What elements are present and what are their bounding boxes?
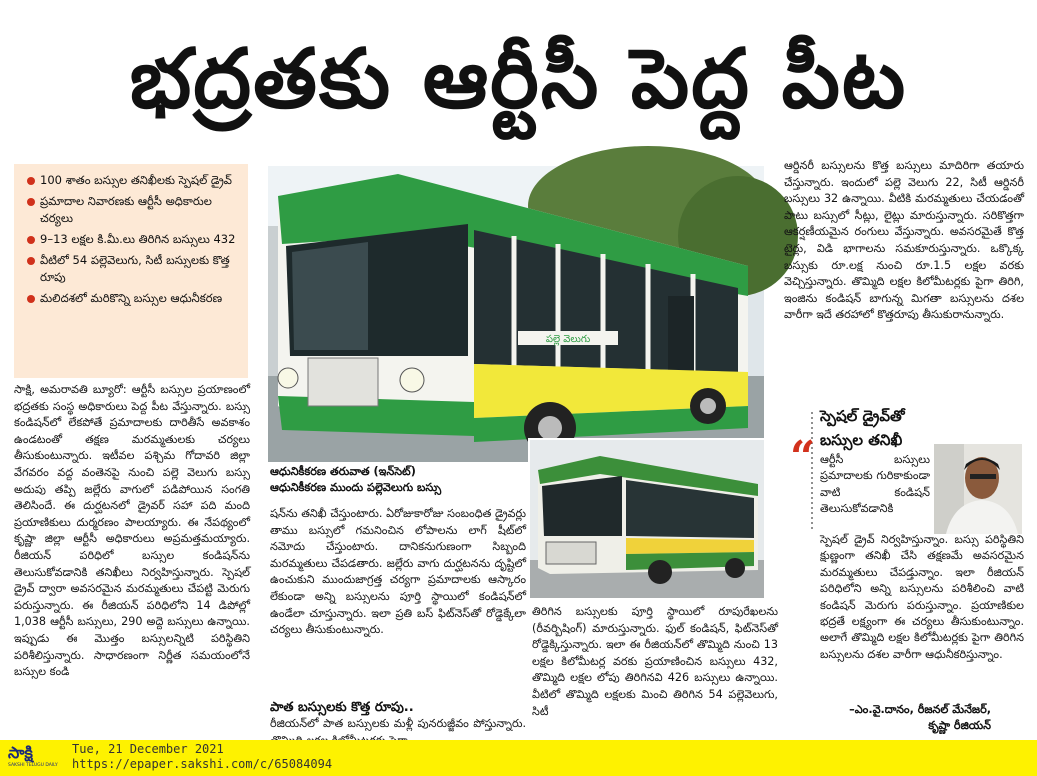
bullet-icon	[27, 177, 35, 185]
highlight-text: 9–13 లక్షల కి.మీ.లు తిరిగిన బస్సులు 432	[40, 232, 236, 246]
page-headline: భద్రతకు ఆర్టీసీ పెద్ద పీట	[129, 32, 908, 127]
highlight-text: వీటిలో 54 పల్లెవెలుగు, సిటీ బస్సులకు కొత్త రూపు	[40, 253, 230, 284]
signoff-name: –ఎం.వై.దానం, రీజనల్ మేనేజర్,	[849, 703, 991, 716]
photo-caption	[270, 464, 526, 504]
caption-line-2: ఆధునికీకరణ ముందు పల్లెవెలుగు బస్సు	[270, 481, 442, 494]
highlight-text: 100 శాతం బస్సుల తనిఖీలకు స్పెషల్ డ్రైవ్	[40, 173, 232, 187]
bullet-icon	[27, 236, 35, 244]
svg-text:“: “	[790, 432, 816, 483]
person-icon	[934, 444, 1022, 534]
article-text: ఆర్డినరీ బస్సులను కొత్త బస్సులు మాదిరిగా తయారు చేస్తున్నారు. ఇందులో పల్లె వెలుగు 22, సిటీ ఆర్డినరీ బస్సులు 32 ఉన్నాయి. వీటికి మరమ్మతులు చేయడంతో పాటు బస్సులో సీట్లు, లైట్లు మారుస్తున్నారు. సరికొత్తగా ఆకర్షణీయమైన రంగులు వేస్తున్నారు. అవసరమైతే కొత్త టైర్లు, విడి భాగాలను సమకూరుస్తున్నారు. ఒక్కొక్క బస్సుకు రూ.లక్ష నుంచి రూ.1.5 లక్షల వరకు వెచ్చిస్తున్నారు. తొమ్మిది లక్షల కిలోమీటర్లకు పైగా తిరిగి, ఇంజిను కండిషన్ బాగున్న మిగతా బస్సులను దశల వారీగా ఇదే తరహాలో కొత్తరూపు తీసుకురానున్నారు.	[784, 159, 1024, 322]
signoff-region: కృష్ణా రీజియన్	[928, 719, 991, 732]
article-text: తిరిగిన బస్సులకు పూర్తి స్థాయిలో రూపురేఖలను (రీవర్బిషింగ్) మారుస్తున్నారు. ఫుల్ కండిషన్, ఫిట్‌నెస్‌తో రోడ్డెక్కిస్తున్నారు. ఇలా ఈ రీజియన్‌లో తొమ్మిది నుంచి 13 లక్షల కిలోమీటర్ల వరకు ప్రయాణించిన బస్సులు 432, తొమ్మిది లక్షల లోపు తిరిగినవి 426 బస్సులు ఉన్నాయి. వీటిలో తొమ్మిది లక్షలకు మించి తిరిగిన 54 పల్లెవెలుగు, సిటీ	[532, 605, 778, 718]
highlight-item	[14, 191, 248, 229]
article-text: స్పెషల్ డ్రైవ్ నిర్వహిస్తున్నాం. బస్సు పరిస్థితిని క్షుణ్ణంగా తనిఖీ చేసి తక్షణమే అవసరమైన మరమ్మతులు చేపడ్తున్నాం. ఇలా రీజియన్ పరిధిలోని అన్ని బస్సులను పరిశీలించి వాటి కండిషన్ మెరుగు పరుస్తున్నాం. ప్రయాణికుల భద్రతే లక్ష్యంగా ఈ చర్యలు తీసుకుంటున్నాం. అలాగే తొమ్మిది లక్షల కిలోమీటర్లకు పైగా తిరిగిన బస్సులను దశల వారీగా ఆధునీకరిస్తున్నాం.	[820, 533, 1024, 661]
article-column-right	[784, 158, 1024, 390]
highlight-item	[14, 229, 248, 250]
article-column-center-right	[532, 604, 778, 740]
inset-bus-illustration-icon	[530, 440, 764, 598]
highlight-item	[14, 250, 248, 288]
article-text: సాక్షి, అమరావతి బ్యూరో: ఆర్టీసీ బస్సుల ప్రయాణంలో భద్రతకు సంస్థ అధికారులు పెద్ద పీట వేస్తున్నారు. బస్సు కండిషన్‌లో లేకపోతే ప్రమాదాలకు దారితీసే అవకాశం ఉండటంతో తక్షణ మరమ్మతులకు చర్యలు తీసుకుంటున్నారు. ఇటీవల పశ్చిమ గోదావరి జిల్లా వేగవరం వద్ద వంతెనపై నుంచి పల్లె వెలుగు బస్సు అదుపు తప్పి జల్లేరు వాగులో పడిపోయిన సంగతి తెలిసిందే. ఈ దుర్ఘటనలో డ్రైవర్ సహా పది మంది ప్రయాణికులు దుర్మరణం పాలయ్యారు. ఈ నేపథ్యంలో కృష్ణా జిల్లా ఆర్టీసీ అధికారులు అప్రమత్తమయ్యారు. రీజియన్ పరిధిలో బస్సుల కండిషన్‌ను తెలుసుకోవడానికి తనిఖీలు నిర్వహిస్తున్నారు. స్పెషల్ డ్రైవ్ ద్వారా అవసరమైన మరమ్మతులు చేపట్టి మెరుగు పరుస్తున్నారు. ఈ రీజియన్ పరిధిలోని 14 డిపోల్లో 1,038 ఆర్టీసీ బస్సులు, 290 అద్దె బస్సులు ఉన్నాయి. ఇప్పుడు ఈ మొత్తం బస్సులన్నిటి పరిస్థితిని పరిశీలిస్తున్నారు. సాధారణంగా నిర్ణీత సమయంలోనే బస్సుల కండి	[14, 383, 250, 679]
main-bus-photo	[268, 166, 764, 462]
bus-sign-text: పల్లె వెలుగు	[545, 334, 591, 345]
highlights-box	[14, 164, 248, 378]
logo-text: సాక్షి	[8, 743, 33, 762]
article-text: రీజియన్‌లో పాత బస్సులకు మళ్లీ పునరుజ్జీవం పోస్తున్నారు.	[270, 717, 526, 730]
article-column-left	[14, 382, 250, 738]
subhead-line-2: బస్సుల తనిఖీ	[820, 431, 903, 449]
bullet-icon	[27, 295, 35, 303]
article-text: షన్‌ను తనిఖీ చేస్తుంటారు. ఏరోజుకారోజు సంబంధిత డ్రైవర్లు తాము బస్సులో గమనించిన లోపాలను లాగ్ షీట్‌లో నమోదు చేస్తుంటారు. దానికనుగుణంగా సిబ్బంది మరమ్మతులు చేపడతారు. జల్లేరు వాగు దుర్ఘటనను దృష్టిలో ఉంచుకుని ముందుజాగ్రత్త చర్యగా ప్రమాదాలకు ఆస్కారం లేకుండా అన్ని బస్సులను పూర్తి స్థాయిలో కండిషన్‌లో ఉండేలా చూస్తున్నారు. ఇలా ప్రతి బస్ ఫిట్‌నెస్‌తో రోడ్డెక్కేలా చర్యలు తీసుకుంటున్నారు.	[270, 507, 526, 637]
article-column-middle	[270, 506, 526, 702]
highlight-text: ప్రమాదాల నివారణకు ఆర్టీసీ అధికారుల చర్యలు	[40, 194, 212, 225]
footer-date: Tue, 21 December 2021	[72, 742, 224, 756]
footer-url[interactable]: https://epaper.sakshi.com/c/65084094	[72, 757, 333, 771]
manager-portrait	[934, 444, 1022, 534]
bullet-icon	[27, 257, 35, 265]
subhead-special-drive	[820, 404, 905, 452]
highlight-item	[14, 288, 248, 309]
highlight-item	[14, 170, 248, 191]
caption-line-1: ఆధునికీకరణ తరువాత (ఇన్‌సెట్)	[270, 465, 416, 478]
signoff	[849, 702, 991, 734]
logo-subtext: SAKSHI TELUGU DAILY	[8, 763, 58, 768]
highlight-text: మలిదశలో మరికొన్ని బస్సుల ఆధునీకరణ	[40, 291, 223, 305]
subhead-line-1: స్పెషల్ డ్రైవ్‌తో	[820, 407, 905, 425]
subhead-old-buses: పాత బస్సులకు కొత్త రూపు..	[270, 700, 414, 715]
bus-illustration-icon	[268, 166, 764, 462]
article-text: ఆర్టీసీ బస్సులు ప్రమాదాలకు గురికాకుండా వాటి కండిషన్ తెలుసుకోవడానికి	[820, 453, 930, 516]
sakshi-logo	[8, 743, 64, 773]
quote-text-short	[820, 452, 930, 532]
inset-bus-photo	[528, 438, 766, 600]
bullet-icon	[27, 198, 35, 206]
quote-text-full	[820, 532, 1024, 664]
article-column-middle-cont	[270, 716, 526, 740]
